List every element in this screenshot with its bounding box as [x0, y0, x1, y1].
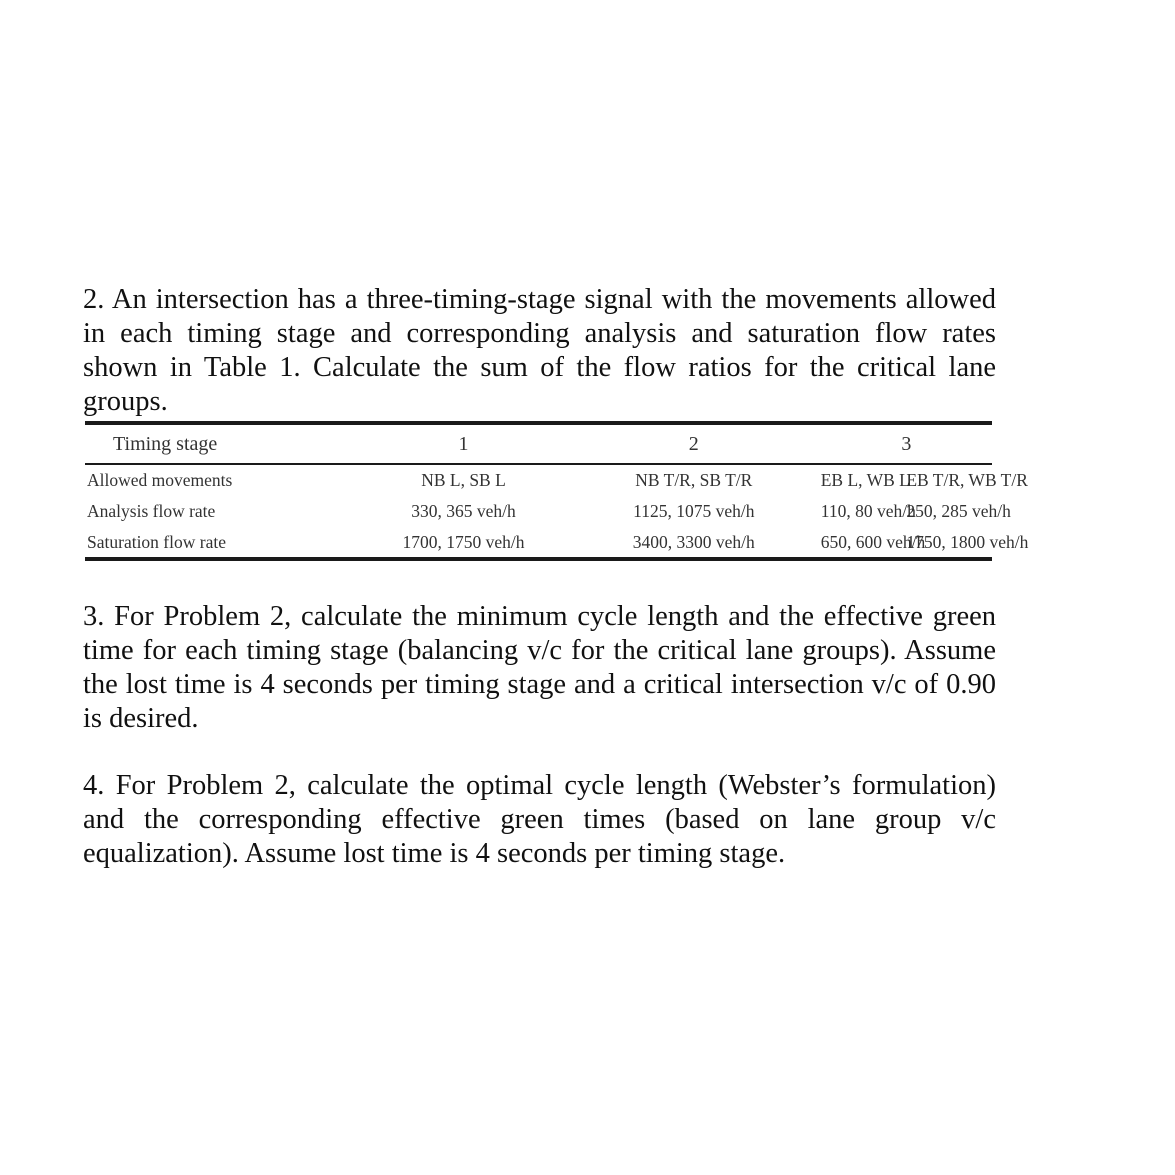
table-bottom-rule	[85, 557, 992, 561]
table-header-row	[85, 425, 992, 463]
table-cell: NB T/R, SB T/R	[635, 470, 753, 490]
table-cell: 250, 285 veh/h	[906, 501, 1011, 521]
table-cell: NB L, SB L	[421, 470, 506, 490]
problem-4-text: 4. For Problem 2, calculate the optimal cycle length (Webster’s formulation) and the corresponding effective green times (based on lane group v/c equalization). Assume lost time is 4 seconds per timing stage.	[83, 770, 996, 869]
table-cell: 1750, 1800 veh/h	[906, 531, 1029, 552]
table-row	[85, 465, 992, 496]
table-cell: 3400, 3300 veh/h	[632, 531, 755, 552]
flow-rate-table	[85, 425, 1029, 557]
table-cell: 1125, 1075 veh/h	[633, 501, 755, 521]
problem-3-text: 3. For Problem 2, calculate the minimum cycle length and the effective green time for each timing stage (balancing v/c for the critical lane groups). Assume the lost time is 4 seconds per timing stage and a critical intersection v/c of 0.90 is desired.	[83, 601, 996, 734]
problem-2-text: 2. An intersection has a three-timing-stage signal with the movements allowed in each timing stage and corresponding analysis and saturation flow rates shown in Table 1. Calculate the sum of the flow ratios for the critical lane groups.	[83, 284, 996, 417]
row-label-saturation-flow-rate: Saturation flow rate	[87, 531, 226, 552]
table-cell: 650, 600 veh/h	[820, 531, 926, 552]
table-cell: 1700, 1750 veh/h	[402, 531, 525, 552]
table-cell: EB T/R, WB T/R	[906, 470, 1028, 490]
table-cell: EB L, WB L	[820, 470, 910, 490]
table-cell: 110, 80 veh/h	[820, 501, 916, 521]
table-cell: 330, 365 veh/h	[411, 501, 516, 521]
header-stage-3: 3	[901, 432, 912, 455]
row-label-allowed-movements: Allowed movements	[87, 470, 233, 490]
header-timing-stage: Timing stage	[113, 432, 218, 455]
table-row	[85, 527, 992, 557]
header-stage-1: 1	[458, 432, 469, 455]
row-label-analysis-flow-rate: Analysis flow rate	[87, 501, 216, 521]
table-row	[85, 496, 992, 527]
timing-stage-table	[85, 421, 1029, 561]
header-stage-2: 2	[688, 432, 699, 455]
